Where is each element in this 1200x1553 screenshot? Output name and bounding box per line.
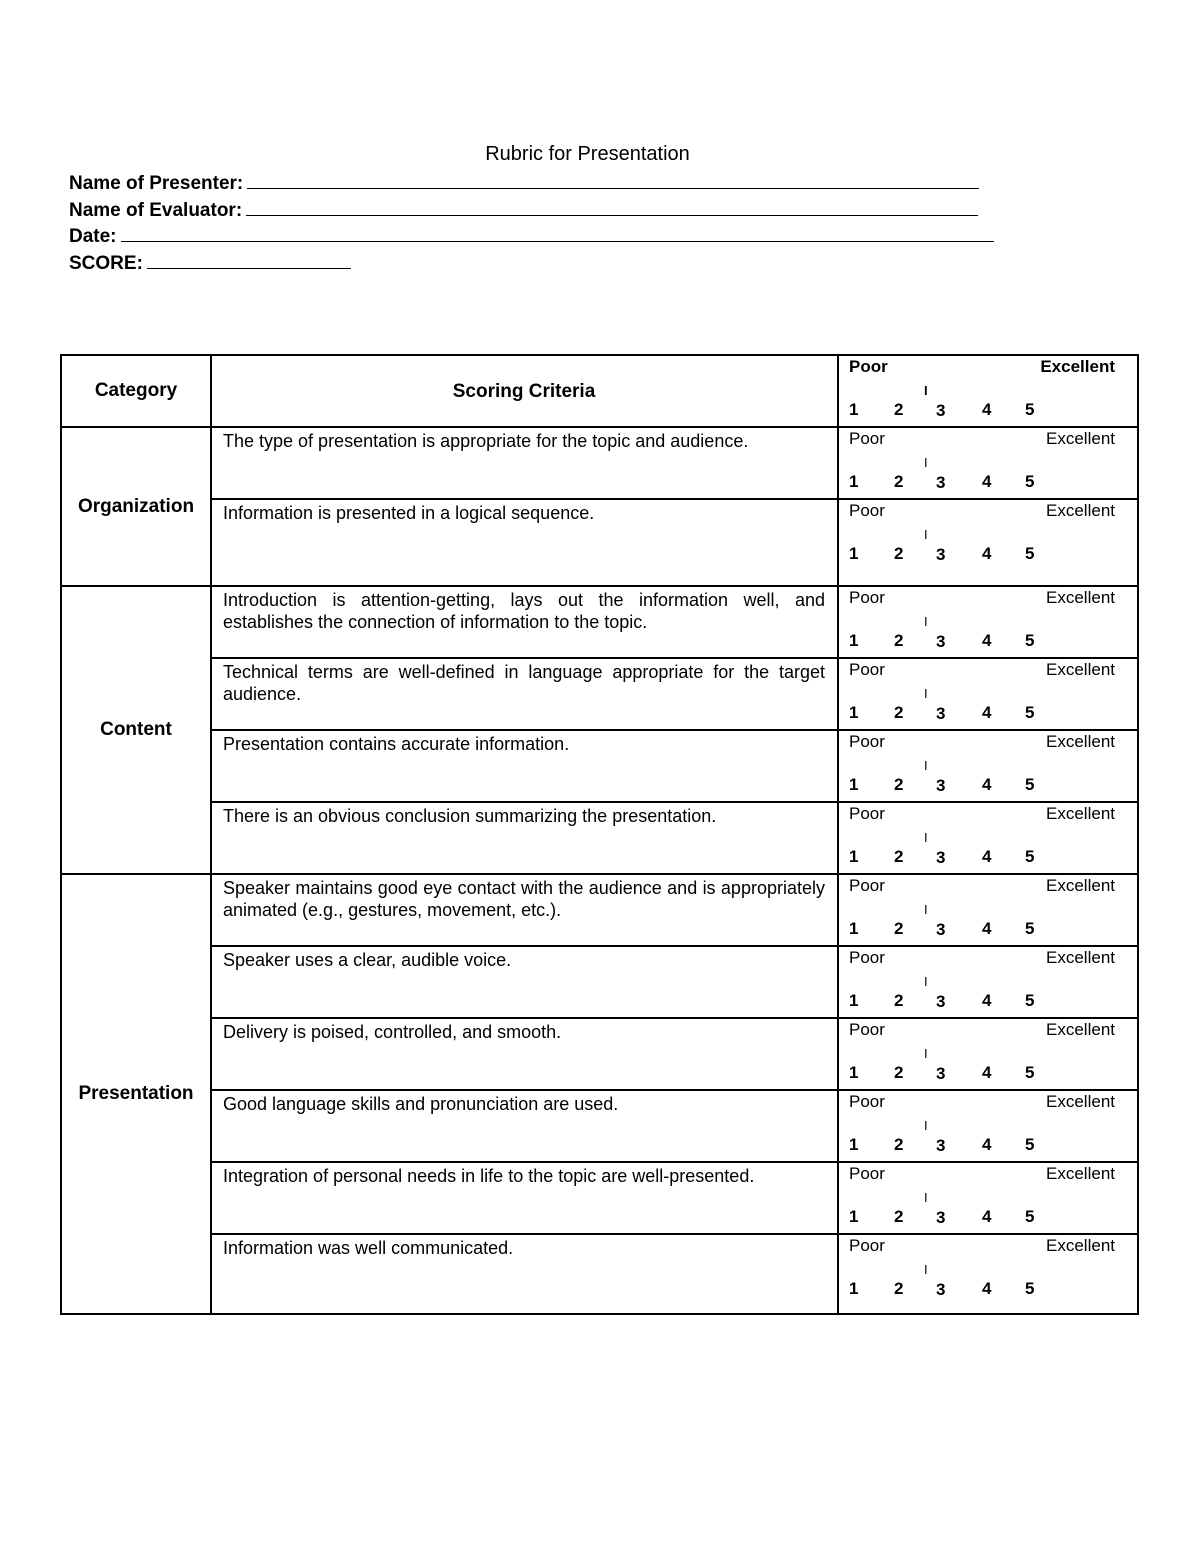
date-label: Date: xyxy=(69,226,117,247)
criterion-text: Presentation contains accurate information. xyxy=(211,730,838,802)
scale-value-3[interactable]: 3 xyxy=(936,1136,946,1155)
scale-value-5[interactable]: 5 xyxy=(1025,400,1035,419)
scale-value-2[interactable]: 2 xyxy=(894,703,904,722)
criteria-row xyxy=(61,1018,1138,1090)
scale-value-2[interactable]: 2 xyxy=(894,544,904,563)
rating-cell[interactable] xyxy=(838,1234,1138,1314)
scale-value-4[interactable]: 4 xyxy=(982,1063,992,1082)
scale-value-5[interactable]: 5 xyxy=(1025,1135,1035,1154)
scale-high-label: Excellent xyxy=(1046,876,1115,895)
rating-cell[interactable] xyxy=(838,586,1138,658)
scale-high-label: Excellent xyxy=(1040,357,1115,376)
criterion-text: Speaker maintains good eye contact with the audience and is appropriately animated (e.g., gestures, movement, etc.). xyxy=(211,874,838,946)
scale-value-4[interactable]: 4 xyxy=(982,775,992,794)
scale-tick-mark: I xyxy=(924,527,928,542)
criterion-text: Technical terms are well-defined in language appropriate for the target audience. xyxy=(211,658,838,730)
scale-value-2[interactable]: 2 xyxy=(894,1063,904,1082)
rating-cell[interactable] xyxy=(838,874,1138,946)
criterion-scale xyxy=(839,1019,1137,1089)
scale-value-2[interactable]: 2 xyxy=(894,1135,904,1154)
scale-low-label: Poor xyxy=(849,1092,885,1111)
scale-low-label: Poor xyxy=(849,357,888,376)
scale-high-label: Excellent xyxy=(1046,429,1115,448)
rating-cell[interactable] xyxy=(838,802,1138,874)
scale-value-1[interactable]: 1 xyxy=(849,847,859,866)
scale-value-2[interactable]: 2 xyxy=(894,919,904,938)
scale-high-label: Excellent xyxy=(1046,804,1115,823)
scale-value-5[interactable]: 5 xyxy=(1025,1207,1035,1226)
scale-value-4[interactable]: 4 xyxy=(982,400,992,419)
rating-cell[interactable] xyxy=(838,658,1138,730)
scale-value-5[interactable]: 5 xyxy=(1025,1063,1035,1082)
scale-value-3[interactable]: 3 xyxy=(936,920,946,939)
scale-value-3[interactable]: 3 xyxy=(936,545,946,564)
scale-value-1[interactable]: 1 xyxy=(849,1279,859,1298)
scale-value-3[interactable]: 3 xyxy=(936,1280,946,1299)
scale-value-4[interactable]: 4 xyxy=(982,544,992,563)
scale-low-label: Poor xyxy=(849,1020,885,1039)
evaluator-name-blank[interactable] xyxy=(246,198,978,216)
scale-value-5[interactable]: 5 xyxy=(1025,1279,1035,1298)
category-content: Content xyxy=(61,586,211,874)
scale-value-5[interactable]: 5 xyxy=(1025,919,1035,938)
scale-value-3[interactable]: 3 xyxy=(936,992,946,1011)
criterion-text: Introduction is attention-getting, lays out the information well, and establishes the connection of information to the topic. xyxy=(211,586,838,658)
scale-value-4[interactable]: 4 xyxy=(982,1279,992,1298)
scale-value-5[interactable]: 5 xyxy=(1025,847,1035,866)
criteria-row xyxy=(61,1234,1138,1314)
scale-value-1[interactable]: 1 xyxy=(849,1135,859,1154)
header-row xyxy=(61,355,1138,427)
criteria-row xyxy=(61,730,1138,802)
scale-high-label: Excellent xyxy=(1046,732,1115,751)
criterion-text: The type of presentation is appropriate for the topic and audience. xyxy=(211,427,838,499)
scale-low-label: Poor xyxy=(849,429,885,448)
criteria-row xyxy=(61,1090,1138,1162)
criterion-text: Delivery is poised, controlled, and smooth. xyxy=(211,1018,838,1090)
scale-tick-mark: I xyxy=(924,974,928,989)
scale-high-label: Excellent xyxy=(1046,501,1115,520)
scale-header xyxy=(838,355,1138,427)
criterion-scale xyxy=(839,947,1137,1017)
scale-high-label: Excellent xyxy=(1046,1164,1115,1183)
scale-tick-mark: I xyxy=(924,1190,928,1205)
category-presentation: Presentation xyxy=(61,874,211,1314)
criterion-scale xyxy=(839,875,1137,945)
scale-value-2[interactable]: 2 xyxy=(894,991,904,1010)
scale-value-4[interactable]: 4 xyxy=(982,472,992,491)
scale-low-label: Poor xyxy=(849,1236,885,1255)
scale-value-2[interactable]: 2 xyxy=(894,847,904,866)
criterion-text: Information was well communicated. xyxy=(211,1234,838,1314)
scale-value-3[interactable]: 3 xyxy=(936,704,946,723)
scale-value-1[interactable]: 1 xyxy=(849,991,859,1010)
scale-tick-mark: I xyxy=(924,1046,928,1061)
scale-tick-mark: I xyxy=(924,455,928,470)
scale-tick-mark: I xyxy=(924,902,928,917)
rubric-table xyxy=(60,354,1139,1315)
scale-value-4[interactable]: 4 xyxy=(982,919,992,938)
rating-cell[interactable] xyxy=(838,427,1138,499)
scale-value-5[interactable]: 5 xyxy=(1025,703,1035,722)
scale-low-label: Poor xyxy=(849,1164,885,1183)
scale-low-label: Poor xyxy=(849,660,885,679)
criterion-scale xyxy=(839,803,1137,873)
scale-value-2[interactable]: 2 xyxy=(894,1279,904,1298)
criteria-row xyxy=(61,946,1138,1018)
scale-value-1[interactable]: 1 xyxy=(849,775,859,794)
scale-value-1[interactable]: 1 xyxy=(849,472,859,491)
header-scale xyxy=(839,356,1137,426)
criteria-row xyxy=(61,499,1138,586)
score-field[interactable] xyxy=(69,251,351,275)
criteria-row xyxy=(61,586,1138,658)
criterion-scale xyxy=(839,1163,1137,1233)
scale-value-3[interactable]: 3 xyxy=(936,401,946,420)
scale-value-2[interactable]: 2 xyxy=(894,472,904,491)
scale-low-label: Poor xyxy=(849,732,885,751)
scale-value-3[interactable]: 3 xyxy=(936,848,946,867)
criteria-row xyxy=(61,658,1138,730)
scale-value-2[interactable]: 2 xyxy=(894,400,904,419)
scale-value-1[interactable]: 1 xyxy=(849,1207,859,1226)
criterion-text: Information is presented in a logical sequence. xyxy=(211,499,838,586)
criterion-text: There is an obvious conclusion summarizing the presentation. xyxy=(211,802,838,874)
criterion-scale xyxy=(839,587,1137,657)
scale-value-2[interactable]: 2 xyxy=(894,631,904,650)
scale-tick-mark: I xyxy=(924,1262,928,1277)
criterion-scale xyxy=(839,500,1137,570)
rating-cell[interactable] xyxy=(838,499,1138,586)
criterion-text: Speaker uses a clear, audible voice. xyxy=(211,946,838,1018)
scale-high-label: Excellent xyxy=(1046,948,1115,967)
scale-tick-mark: I xyxy=(924,830,928,845)
presenter-name-label: Name of Presenter: xyxy=(69,173,244,194)
score-blank[interactable] xyxy=(147,251,351,269)
category-organization: Organization xyxy=(61,427,211,586)
scale-low-label: Poor xyxy=(849,501,885,520)
scale-high-label: Excellent xyxy=(1046,1092,1115,1111)
criterion-scale xyxy=(839,731,1137,801)
criteria-row xyxy=(61,874,1138,946)
date-blank[interactable] xyxy=(121,224,994,242)
page-title: Rubric for Presentation xyxy=(485,143,690,165)
scale-value-2[interactable]: 2 xyxy=(894,775,904,794)
rating-cell[interactable] xyxy=(838,730,1138,802)
scale-value-5[interactable]: 5 xyxy=(1025,631,1035,650)
criteria-row xyxy=(61,427,1138,499)
scale-value-1[interactable]: 1 xyxy=(849,544,859,563)
scale-high-label: Excellent xyxy=(1046,1236,1115,1255)
scale-tick-mark: I xyxy=(924,1118,928,1133)
scale-value-3[interactable]: 3 xyxy=(936,776,946,795)
scale-low-label: Poor xyxy=(849,876,885,895)
scale-value-2[interactable]: 2 xyxy=(894,1207,904,1226)
scale-value-1[interactable]: 1 xyxy=(849,919,859,938)
scale-tick-mark: I xyxy=(924,686,928,701)
scale-value-3[interactable]: 3 xyxy=(936,1064,946,1083)
scale-value-1[interactable]: 1 xyxy=(849,1063,859,1082)
scale-value-4[interactable]: 4 xyxy=(982,847,992,866)
scale-value-1[interactable]: 1 xyxy=(849,400,859,419)
scale-value-1[interactable]: 1 xyxy=(849,703,859,722)
scale-tick-mark: I xyxy=(924,383,928,398)
scale-tick-mark: I xyxy=(924,614,928,629)
scale-value-4[interactable]: 4 xyxy=(982,631,992,650)
scale-low-label: Poor xyxy=(849,588,885,607)
criterion-scale xyxy=(839,428,1137,498)
scale-value-5[interactable]: 5 xyxy=(1025,472,1035,491)
scale-value-4[interactable]: 4 xyxy=(982,1135,992,1154)
criteria-row xyxy=(61,802,1138,874)
presenter-name-field[interactable] xyxy=(69,171,979,195)
criteria-header: Scoring Criteria xyxy=(211,355,838,427)
scale-low-label: Poor xyxy=(849,948,885,967)
date-field[interactable] xyxy=(69,224,994,248)
rating-cell[interactable] xyxy=(838,1090,1138,1162)
evaluator-name-field[interactable] xyxy=(69,198,978,222)
evaluator-name-label: Name of Evaluator: xyxy=(69,200,243,221)
scale-value-5[interactable]: 5 xyxy=(1025,775,1035,794)
scale-high-label: Excellent xyxy=(1046,588,1115,607)
category-header: Category xyxy=(61,355,211,427)
criterion-scale xyxy=(839,1091,1137,1161)
criterion-text: Good language skills and pronunciation are used. xyxy=(211,1090,838,1162)
scale-value-3[interactable]: 3 xyxy=(936,1208,946,1227)
criterion-scale xyxy=(839,1235,1137,1305)
scale-value-5[interactable]: 5 xyxy=(1025,991,1035,1010)
rating-cell[interactable] xyxy=(838,1162,1138,1234)
scale-value-1[interactable]: 1 xyxy=(849,631,859,650)
criterion-scale xyxy=(839,659,1137,729)
scale-value-4[interactable]: 4 xyxy=(982,703,992,722)
score-label: SCORE: xyxy=(69,253,143,274)
scale-high-label: Excellent xyxy=(1046,660,1115,679)
scale-value-4[interactable]: 4 xyxy=(982,1207,992,1226)
presenter-name-blank[interactable] xyxy=(247,171,979,189)
criterion-text: Integration of personal needs in life to the topic are well-presented. xyxy=(211,1162,838,1234)
rating-cell[interactable] xyxy=(838,946,1138,1018)
scale-value-5[interactable]: 5 xyxy=(1025,544,1035,563)
scale-value-3[interactable]: 3 xyxy=(936,473,946,492)
criteria-row xyxy=(61,1162,1138,1234)
scale-value-3[interactable]: 3 xyxy=(936,632,946,651)
scale-low-label: Poor xyxy=(849,804,885,823)
scale-high-label: Excellent xyxy=(1046,1020,1115,1039)
rating-cell[interactable] xyxy=(838,1018,1138,1090)
scale-value-4[interactable]: 4 xyxy=(982,991,992,1010)
scale-tick-mark: I xyxy=(924,758,928,773)
